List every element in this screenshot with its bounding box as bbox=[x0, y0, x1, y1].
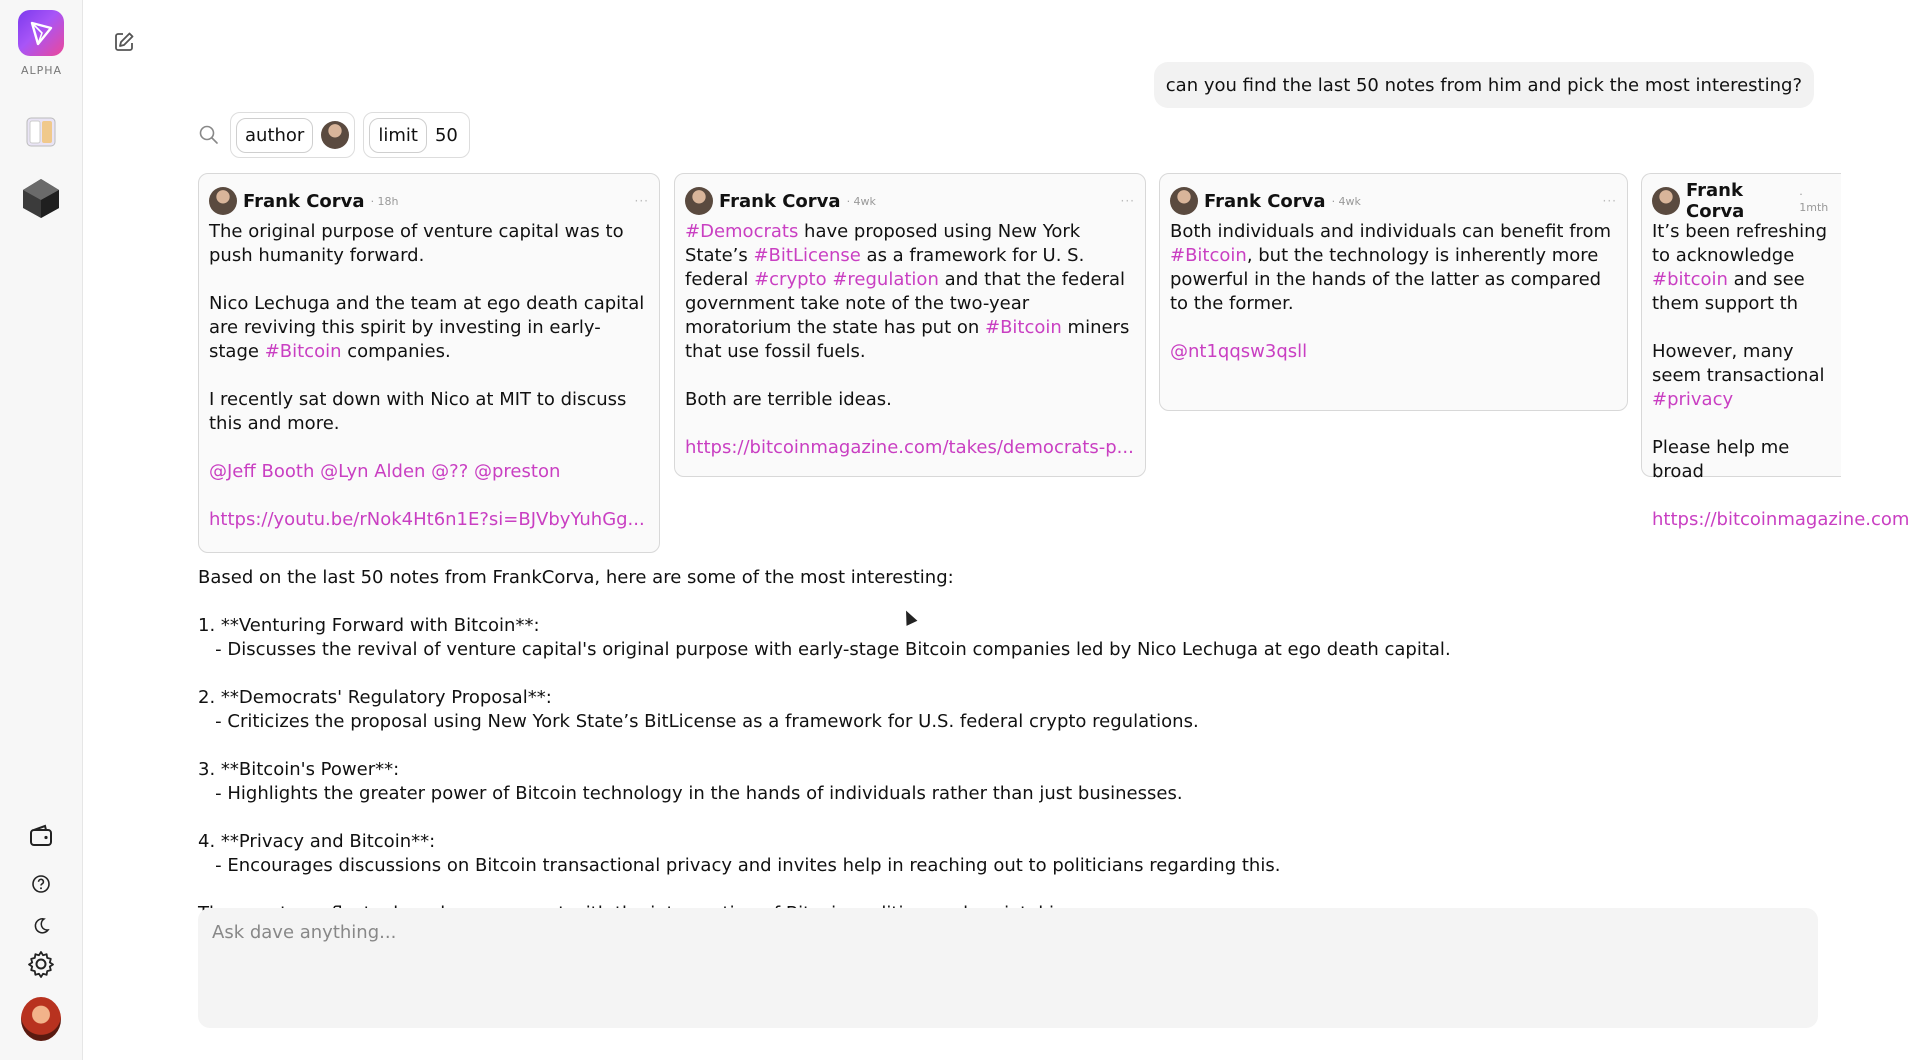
note-header bbox=[685, 186, 1135, 216]
note-card[interactable] bbox=[198, 173, 660, 553]
note-header bbox=[209, 186, 649, 216]
response-item: 1. **Venturing Forward with Bitcoin**: - Discusses the revival of venture capital's original purpose with early-stage Bitcoin companies led by Nico Lechuga at ego death capital. bbox=[198, 615, 1451, 660]
note-card[interactable] bbox=[1159, 173, 1628, 411]
note-timestamp: · 4wk bbox=[846, 194, 876, 208]
tool-call-row bbox=[198, 112, 470, 158]
more-options-icon[interactable]: ··· bbox=[1120, 194, 1135, 208]
note-text: and see them support th bbox=[1652, 269, 1805, 314]
note-paragraph bbox=[1170, 220, 1617, 316]
hashtag-or-mention[interactable]: #regulation bbox=[832, 269, 939, 290]
note-text: Please help me broad bbox=[1652, 437, 1790, 482]
note-text: However, many seem transactional bbox=[1652, 341, 1825, 386]
note-author[interactable]: Frank Corva bbox=[1204, 190, 1326, 212]
more-options-icon[interactable]: ··· bbox=[634, 194, 649, 208]
user-message: can you find the last 50 notes from him and pick the most interesting? bbox=[1154, 62, 1814, 108]
note-paragraph bbox=[1652, 436, 1831, 484]
note-link[interactable]: https://bitcoinmagazine.com bbox=[1652, 509, 1910, 530]
cube-icon[interactable] bbox=[21, 178, 61, 218]
new-chat-icon[interactable] bbox=[110, 28, 138, 56]
hashtag-or-mention[interactable]: #Democrats bbox=[685, 221, 799, 242]
note-text: as a framework for U. S. federal bbox=[685, 245, 1085, 290]
note-text: It’s been refreshing to acknowledge bbox=[1652, 221, 1828, 266]
hashtag-or-mention[interactable]: @Jeff Booth @Lyn Alden @?? @preston bbox=[209, 461, 561, 482]
limit-filter-label: limit bbox=[369, 118, 427, 153]
note-header bbox=[1170, 186, 1617, 216]
note-paragraph bbox=[1652, 220, 1831, 316]
note-link[interactable]: https://bitcoinmagazine.com/takes/democrats-p... bbox=[685, 437, 1134, 458]
author-avatar[interactable] bbox=[1170, 187, 1198, 215]
note-paragraph bbox=[209, 220, 649, 268]
more-options-icon[interactable]: ··· bbox=[1602, 194, 1617, 208]
response-item: 2. **Democrats' Regulatory Proposal**: - Criticizes the proposal using New York State’s BitLicense as a framework for U.S. federal crypto regulations. bbox=[198, 687, 1199, 732]
hashtag-or-mention[interactable]: #privacy bbox=[1652, 389, 1734, 410]
note-text: and that the federal government take note of the two-year moratorium the state has put on bbox=[685, 269, 1126, 338]
author-filter-chip[interactable] bbox=[230, 112, 355, 158]
note-text: Both are terrible ideas. bbox=[685, 389, 892, 410]
wallet-icon[interactable] bbox=[21, 816, 61, 856]
note-paragraph bbox=[209, 460, 649, 484]
columns-icon[interactable] bbox=[21, 112, 61, 152]
author-filter-label: author bbox=[236, 118, 313, 153]
note-paragraph bbox=[685, 220, 1135, 364]
note-text: companies. bbox=[341, 341, 451, 362]
note-author[interactable]: Frank Corva bbox=[1686, 180, 1745, 222]
note-paragraph bbox=[1652, 340, 1831, 412]
note-text: Nico Lechuga and the team at ego death capital are reviving this spirit by investing in early-stage bbox=[209, 293, 645, 362]
note-paragraph bbox=[209, 388, 649, 436]
note-paragraph bbox=[685, 388, 1135, 412]
author-avatar[interactable] bbox=[209, 187, 237, 215]
note-card[interactable] bbox=[674, 173, 1146, 477]
hashtag-or-mention[interactable]: @nt1qqsw3qsll bbox=[1170, 341, 1308, 362]
note-text: The original purpose of venture capital was to push humanity forward. bbox=[209, 221, 624, 266]
gear-icon[interactable] bbox=[21, 944, 61, 984]
note-timestamp: · 1mth bbox=[1799, 188, 1829, 214]
limit-filter-chip[interactable] bbox=[363, 112, 470, 158]
search-icon bbox=[198, 123, 222, 147]
note-cards-carousel[interactable] bbox=[198, 173, 1910, 553]
note-card[interactable] bbox=[1641, 173, 1910, 530]
author-avatar[interactable] bbox=[685, 187, 713, 215]
note-content bbox=[685, 220, 1135, 460]
sidebar bbox=[0, 0, 83, 1060]
chat-input-box[interactable] bbox=[198, 908, 1818, 1028]
note-paragraph bbox=[209, 292, 649, 364]
moon-icon[interactable] bbox=[21, 906, 61, 946]
hashtag-or-mention[interactable]: #crypto bbox=[754, 269, 827, 290]
avatar[interactable] bbox=[21, 999, 61, 1039]
hashtag-or-mention[interactable]: #bitcoin bbox=[1652, 269, 1728, 290]
hashtag-or-mention[interactable]: #Bitcoin bbox=[985, 317, 1062, 338]
app-logo-icon[interactable] bbox=[18, 10, 64, 56]
author-avatar[interactable] bbox=[1652, 187, 1680, 215]
note-content bbox=[1652, 220, 1910, 532]
note-text: miners that use fossil fuels. bbox=[685, 317, 1130, 362]
note-content bbox=[1170, 220, 1617, 364]
chat-input[interactable] bbox=[212, 922, 1804, 1014]
limit-filter-value: 50 bbox=[434, 124, 458, 146]
note-text: I recently sat down with Nico at MIT to discuss this and more. bbox=[209, 389, 627, 434]
note-link[interactable]: https://youtu.be/rNok4Ht6n1E?si=BJVbyYuhGg... bbox=[209, 509, 645, 530]
help-icon[interactable] bbox=[21, 864, 61, 904]
note-author[interactable]: Frank Corva bbox=[243, 190, 365, 212]
response-item: 4. **Privacy and Bitcoin**: - Encourages discussions on Bitcoin transactional privacy and invites help in reaching out to politicians regarding this. bbox=[198, 831, 1281, 876]
response-intro: Based on the last 50 notes from FrankCorva, here are some of the most interesting: bbox=[198, 567, 954, 588]
hashtag-or-mention[interactable]: #Bitcoin bbox=[1170, 245, 1247, 266]
note-text: Both individuals and individuals can benefit from bbox=[1170, 221, 1612, 242]
hashtag-or-mention[interactable]: #BitLicense bbox=[753, 245, 861, 266]
author-avatar bbox=[321, 121, 349, 149]
hashtag-or-mention[interactable]: #Bitcoin bbox=[264, 341, 342, 362]
note-author[interactable]: Frank Corva bbox=[719, 190, 841, 212]
note-text: have proposed using New York State’s bbox=[685, 221, 1081, 266]
note-content bbox=[209, 220, 649, 532]
note-timestamp: · 4wk bbox=[1331, 194, 1361, 208]
note-paragraph bbox=[1170, 340, 1617, 364]
response-item: 3. **Bitcoin's Power**: - Highlights the greater power of Bitcoin technology in the hands of individuals rather than just businesses. bbox=[198, 759, 1183, 804]
note-text: , but the technology is inherently more powerful in the hands of the latter as compared to the former. bbox=[1170, 245, 1602, 314]
note-header bbox=[1652, 180, 1831, 222]
note-timestamp: · 18h bbox=[370, 194, 399, 208]
app-label: ALPHA bbox=[20, 64, 63, 77]
